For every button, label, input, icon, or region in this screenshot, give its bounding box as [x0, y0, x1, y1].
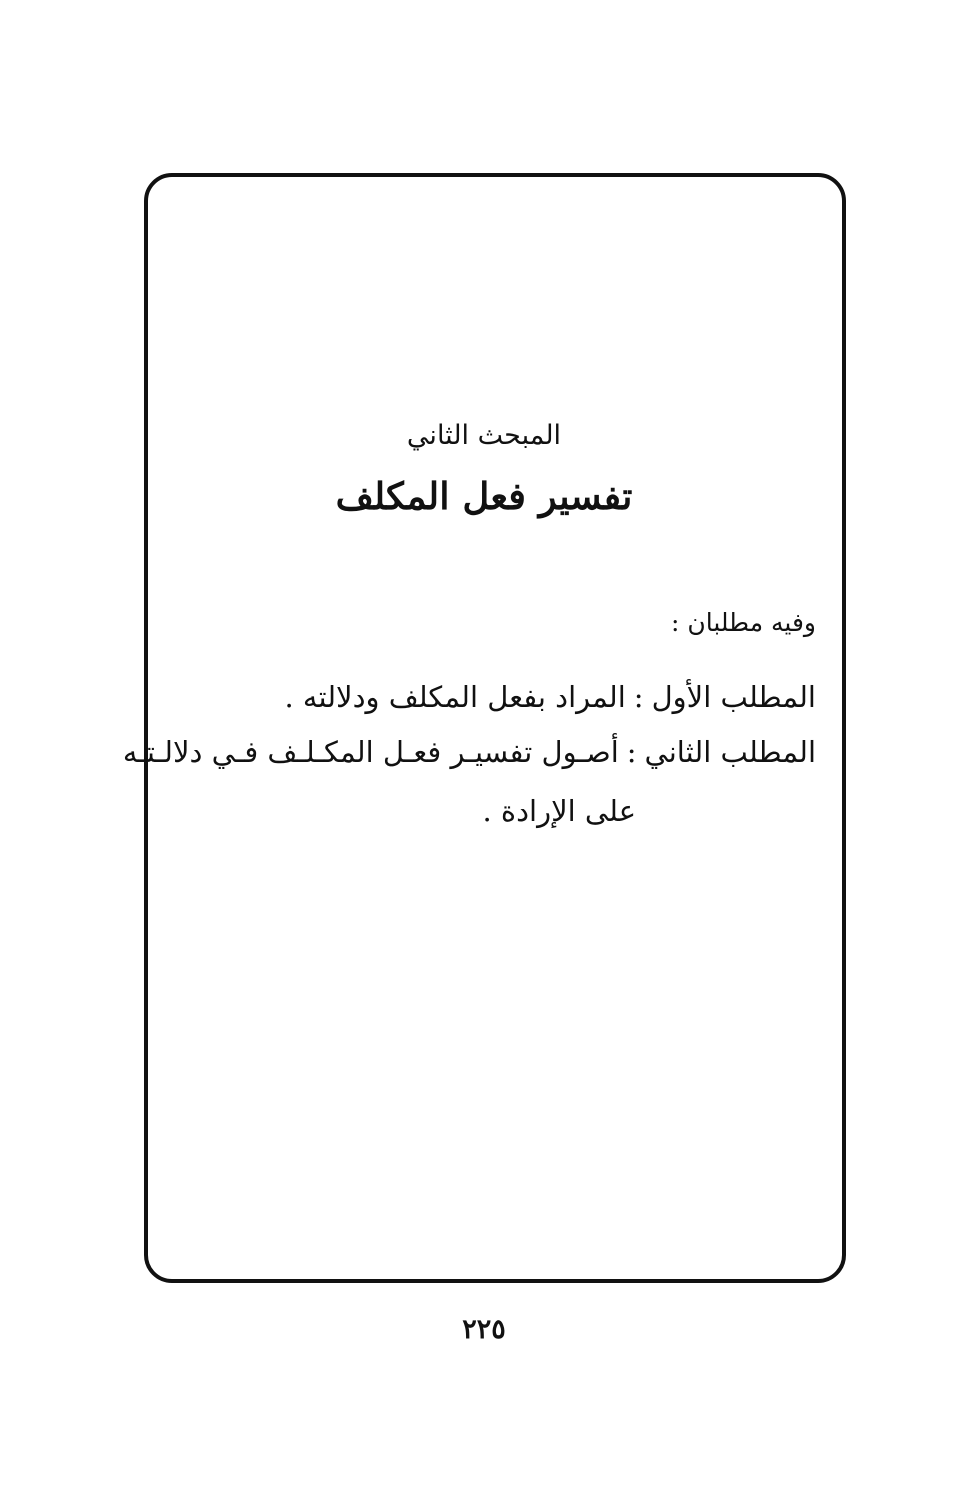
list-item: [123, 729, 816, 775]
item-label: المطلب الأول: [651, 680, 816, 714]
list-item: [284, 674, 816, 720]
item-text: أصـول تفسيـر فعـل المكـلـف فـي دلالـتـه: [122, 735, 619, 769]
item-separator: :: [626, 735, 637, 769]
item-text-continuation: على الإرادة .: [482, 794, 636, 828]
page-border-frame: [144, 173, 846, 1283]
section-subtitle: المبحث الثاني: [406, 420, 562, 451]
item-label: المطلب الثاني: [644, 735, 816, 769]
section-title: تفسير فعل المكلف: [335, 474, 633, 518]
intro-text: وفيه مطلبان :: [671, 608, 816, 637]
page-number: ٢٢٥: [462, 1314, 506, 1345]
item-text: المراد بفعل المكلف ودلالته .: [284, 680, 626, 714]
item-separator: :: [633, 680, 644, 714]
